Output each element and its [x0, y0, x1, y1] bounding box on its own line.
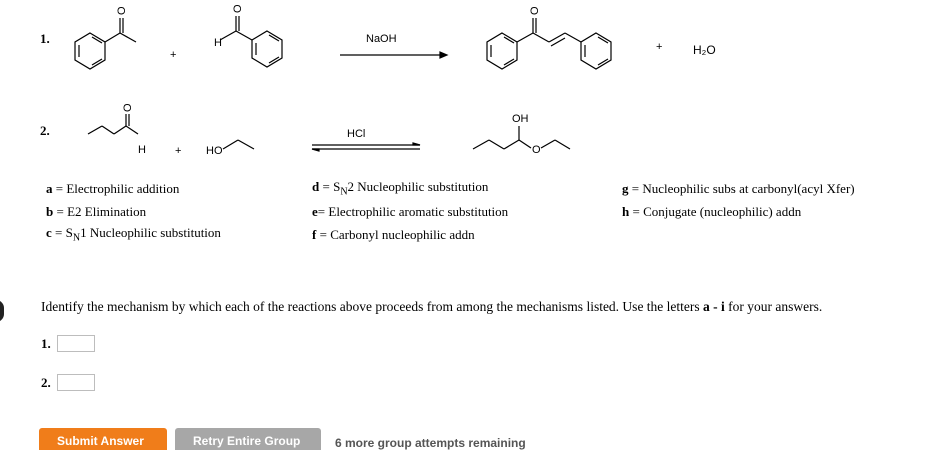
mechanism-b: b = E2 Elimination	[46, 204, 147, 219]
mechanism-d: $d = S_N2$ Nucleophilic substitution	[312, 179, 489, 198]
reaction-1-plus-1: +	[170, 49, 177, 61]
reaction-2-aldehyde-h: H	[138, 144, 146, 156]
instructions: Identify the mechanism by which each of the reactions above proceeds from among the mechanisms listed. Use the letters a - i for your answers.	[41, 299, 823, 314]
reaction-1-plus-2: +	[656, 41, 663, 53]
reaction-1-scheme	[75, 12, 611, 69]
reaction-1-byproduct: H₂O	[693, 43, 716, 57]
mechanism-h: h = Conjugate (nucleophilic) addn	[622, 204, 802, 219]
reaction-2-alcohol: HO	[206, 145, 223, 157]
butanal-structure	[88, 111, 138, 134]
carbonyl-o-label: O	[232, 4, 244, 13]
reaction-1-reagent: NaOH	[366, 33, 397, 45]
reaction-2-plus: +	[175, 145, 182, 157]
answer-2-label: 2.	[41, 375, 51, 390]
reaction-1-number: 1.	[40, 31, 50, 46]
submit-answer-button[interactable]: Submit Answer	[39, 428, 167, 450]
mechanism-g: g = Nucleophilic subs at carbonyl(acyl Xfer)	[622, 181, 855, 196]
carbonyl-o-label: O	[122, 103, 134, 112]
chalcone-structure	[487, 14, 611, 69]
left-edge-marker	[0, 300, 4, 322]
mechanism-c: $c = S_N1$ Nucleophilic substitution	[46, 225, 221, 244]
reaction-1-aldehyde-h: H	[214, 37, 222, 49]
answer-2-input[interactable]	[57, 374, 95, 391]
carbonyl-o-label: O	[529, 6, 541, 15]
carbonyl-o-label: O	[116, 6, 128, 15]
mechanism-a: a = Electrophilic addition	[46, 181, 180, 196]
reaction-2-scheme	[88, 111, 570, 151]
ethanol-bond	[238, 140, 254, 149]
answer-1-label: 1.	[41, 336, 51, 351]
reaction-2-reagent: HCl	[347, 128, 366, 140]
hemiacetal-structure	[473, 126, 570, 149]
reaction-2-number: 2.	[40, 123, 50, 138]
attempts-remaining: 6 more group attempts remaining	[335, 436, 526, 450]
ethanol-bond	[223, 140, 238, 149]
benzaldehyde-structure	[220, 12, 282, 67]
acetophenone-structure	[75, 14, 136, 69]
retry-entire-group-button[interactable]: Retry Entire Group	[175, 428, 321, 450]
mechanism-f: f = Carbonyl nucleophilic addn	[312, 227, 475, 242]
reaction-2-product-oh: OH	[512, 113, 529, 125]
answer-1-input[interactable]	[57, 335, 95, 352]
mechanism-e: e= Electrophilic aromatic substitution	[312, 204, 509, 219]
ether-o-label: O	[532, 144, 541, 156]
